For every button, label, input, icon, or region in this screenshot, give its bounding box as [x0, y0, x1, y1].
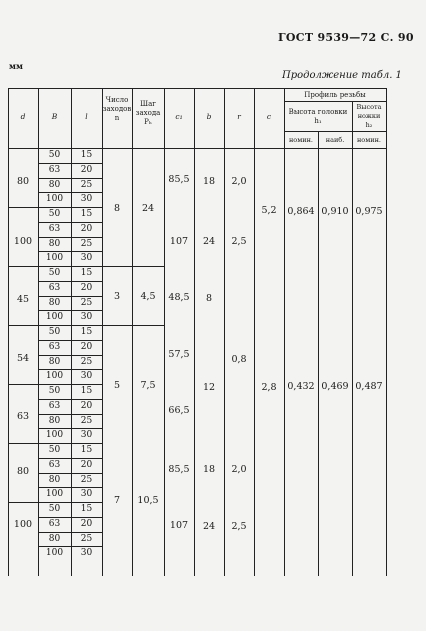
col-header-h2-nom: номин.: [356, 136, 382, 144]
cell-l: 20: [80, 519, 93, 529]
page-title: ГОСТ 9539—72 С. 90: [278, 31, 414, 44]
cell-d: 63: [16, 411, 30, 422]
col-header-h2: Высота ножки h₂: [356, 103, 382, 129]
cell-B: 50: [48, 327, 61, 337]
cell-l: 15: [80, 268, 93, 278]
group-rule: [8, 384, 38, 385]
cell-l: 25: [80, 180, 93, 190]
cell-B: 63: [48, 401, 61, 411]
cell-b: 24: [202, 236, 216, 247]
cell-d: 54: [16, 353, 30, 364]
cell-l: 15: [80, 445, 93, 455]
col-rule: [284, 88, 285, 576]
cell-l: 25: [80, 298, 93, 308]
col-rule: [194, 88, 195, 576]
cell-l: 20: [80, 460, 93, 470]
cell-d: 100: [13, 236, 33, 247]
col-header-n: Число заходов n: [102, 96, 132, 122]
cell-l: 20: [80, 165, 93, 175]
cell-h1-max: 0,910: [321, 206, 349, 217]
cell-B: 50: [48, 445, 61, 455]
unit-label: мм: [9, 61, 23, 71]
cell-r: 2,5: [231, 236, 247, 247]
cell-c1: 107: [169, 520, 189, 531]
cell-B: 100: [45, 312, 64, 322]
cell-B: 100: [45, 548, 64, 558]
col-rule: [224, 88, 225, 576]
cell-B: 63: [48, 342, 61, 352]
cell-P: 7,5: [140, 380, 156, 391]
cell-l: 20: [80, 224, 93, 234]
cell-c: 5,2: [261, 205, 277, 216]
cell-n: 7: [113, 495, 121, 506]
col-header-c: c: [266, 112, 272, 121]
cell-B: 80: [48, 357, 61, 367]
cell-B: 100: [45, 489, 64, 499]
cell-h2-nom: 0,487: [355, 381, 383, 392]
cell-B: 80: [48, 180, 61, 190]
cell-c1: 66,5: [168, 405, 190, 416]
col-rule: [164, 88, 165, 576]
cell-c1: 107: [169, 236, 189, 247]
cell-c1: 85,5: [168, 464, 190, 475]
cell-l: 30: [80, 489, 93, 499]
cell-B: 63: [48, 519, 61, 529]
cell-l: 15: [80, 209, 93, 219]
cell-B: 63: [48, 224, 61, 234]
cell-l: 15: [80, 327, 93, 337]
cell-B: 50: [48, 386, 61, 396]
cell-B: 100: [45, 430, 64, 440]
cell-h1-max: 0,469: [321, 381, 349, 392]
cell-n: 8: [113, 203, 121, 214]
cell-d: 80: [16, 176, 30, 187]
col-rule: [254, 88, 255, 576]
col-header-profile: Профиль резьбы: [304, 91, 366, 99]
cell-l: 15: [80, 386, 93, 396]
col-header-b: b: [206, 112, 212, 121]
cell-h2-nom: 0,975: [355, 206, 383, 217]
cell-l: 25: [80, 534, 93, 544]
col-header-P: Шаг захода Pₕ: [135, 100, 161, 126]
cell-B: 80: [48, 298, 61, 308]
col-header-l: l: [85, 112, 88, 121]
cell-l: 25: [80, 239, 93, 249]
cell-l: 15: [80, 150, 93, 160]
cell-B: 50: [48, 150, 61, 160]
group-rule: [8, 443, 38, 444]
cell-b: 18: [202, 176, 216, 187]
cell-n: 3: [113, 291, 121, 302]
cell-l: 30: [80, 371, 93, 381]
cell-b: 12: [202, 382, 216, 393]
cell-l: 20: [80, 283, 93, 293]
cell-b: 8: [205, 293, 213, 304]
cell-B: 50: [48, 209, 61, 219]
cell-l: 30: [80, 430, 93, 440]
col-rule: [318, 131, 319, 576]
table-top-rule: [8, 88, 386, 89]
cell-B: 63: [48, 283, 61, 293]
cell-c: 2,8: [261, 382, 277, 393]
cell-r: 0,8: [231, 354, 247, 365]
cell-B: 63: [48, 165, 61, 175]
col-header-c1: c₁: [175, 112, 183, 121]
cell-B: 63: [48, 460, 61, 470]
cell-c1: 85,5: [168, 174, 190, 185]
group-rule: [8, 207, 38, 208]
cell-P: 4,5: [140, 291, 156, 302]
cell-B: 80: [48, 475, 61, 485]
cell-l: 20: [80, 401, 93, 411]
cell-d: 45: [16, 294, 30, 305]
cell-B: 80: [48, 534, 61, 544]
cell-l: 30: [80, 548, 93, 558]
cell-l: 25: [80, 475, 93, 485]
cell-c1: 48,5: [168, 292, 190, 303]
subheader-rule: [284, 131, 386, 132]
cell-B: 80: [48, 416, 61, 426]
cell-r: 2,0: [231, 464, 247, 475]
col-header-h1-max: наиб.: [325, 136, 345, 144]
cell-b: 24: [202, 521, 216, 532]
cell-l: 20: [80, 342, 93, 352]
col-header-B: B: [51, 112, 58, 121]
cell-B: 100: [45, 371, 64, 381]
cell-r: 2,0: [231, 176, 247, 187]
cell-B: 80: [48, 239, 61, 249]
col-header-h1-nom: номин.: [288, 136, 314, 144]
cell-d: 100: [13, 519, 33, 530]
cell-l: 25: [80, 357, 93, 367]
cell-B: 50: [48, 504, 61, 514]
cell-P: 24: [141, 203, 155, 214]
col-rule: [352, 101, 353, 576]
cell-l: 15: [80, 504, 93, 514]
col-header-r: r: [237, 112, 241, 121]
cell-h1-nom: 0,432: [287, 381, 315, 392]
cell-l: 25: [80, 416, 93, 426]
cell-r: 2,5: [231, 521, 247, 532]
cell-P: 10,5: [137, 495, 159, 506]
cell-l: 30: [80, 194, 93, 204]
cell-l: 30: [80, 312, 93, 322]
profile-header-rule: [284, 101, 386, 102]
cell-h1-nom: 0,864: [287, 206, 315, 217]
cell-B: 50: [48, 268, 61, 278]
col-header-h1: Высота головки h₁: [288, 108, 348, 125]
cell-l: 30: [80, 253, 93, 263]
table-continuation-caption: Продолжение табл. 1: [282, 70, 402, 81]
col-header-d: d: [20, 112, 26, 121]
cell-B: 100: [45, 253, 64, 263]
cell-b: 18: [202, 464, 216, 475]
cell-B: 100: [45, 194, 64, 204]
cell-d: 80: [16, 466, 30, 477]
cell-c1: 57,5: [168, 349, 190, 360]
group-rule: [8, 502, 38, 503]
col-rule: [386, 88, 387, 576]
cell-n: 5: [113, 380, 121, 391]
